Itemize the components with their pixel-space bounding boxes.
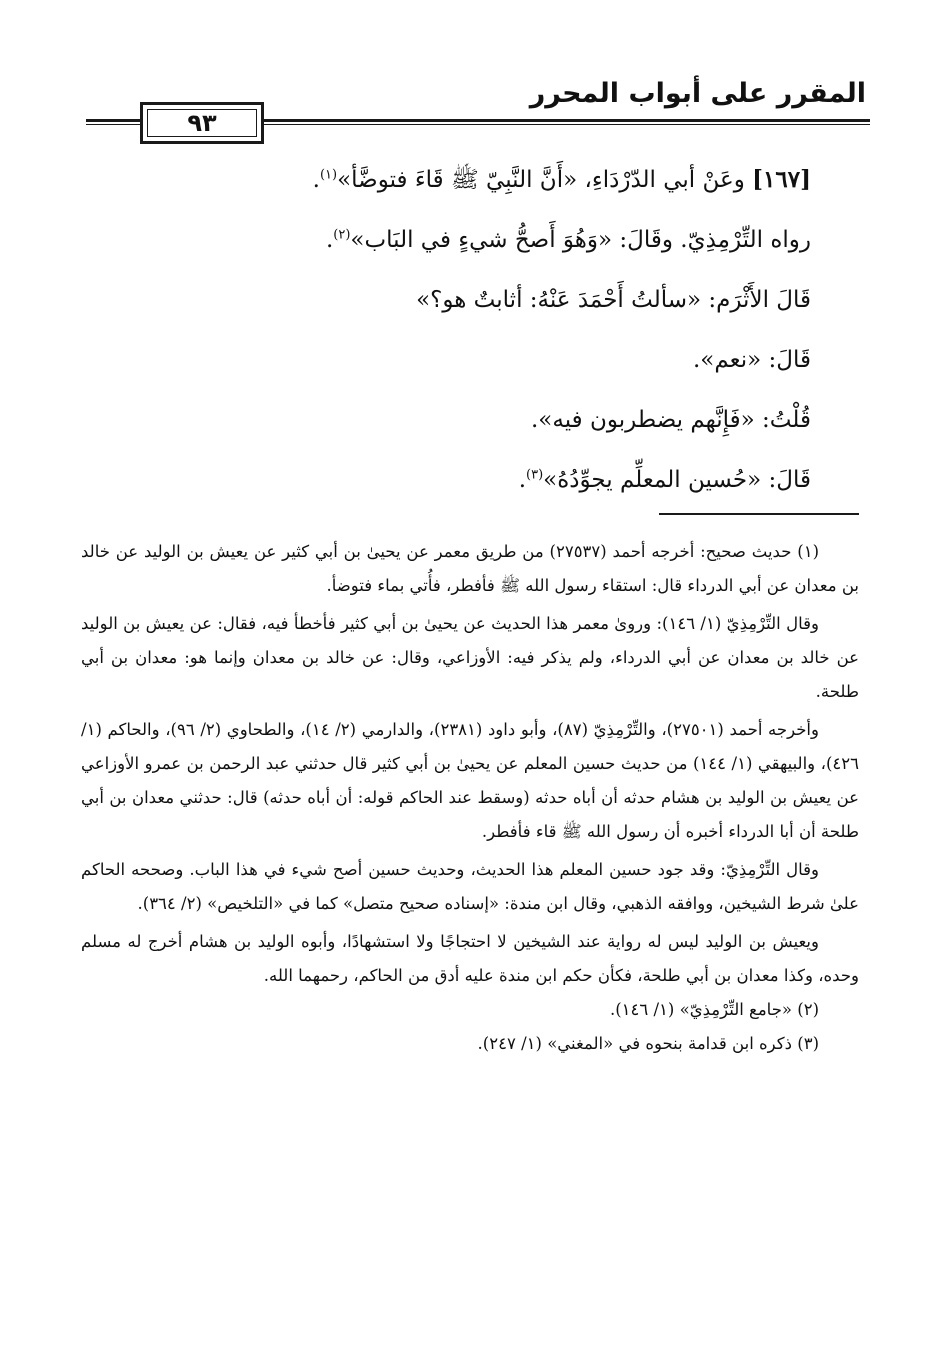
footnote-2: (٢) «جامع التِّرْمِذِيّ» (١/ ١٤٦). [609, 1000, 819, 1019]
footnote-paragraph: ويعيش بن الوليد ليس له رواية عند الشيخين لا احتجاجًا ولا استشهادًا، وأبوه الوليد بن هشام أخرج له مسلم وحده، وكذا معدان بن أبي طلحة، فكأن حكم ابن مندة عليه أدق من الحاكم، رحمهما الله. [81, 932, 859, 985]
hadith-line: [١٦٧] وعَنْ أبي الدّرْدَاءِ، «أَنَّ النَّبِيّ ﷺ قَاءَ فتوضَّأ»$^{(١)}$. [312, 166, 811, 193]
page-number: ٩٣ [187, 109, 217, 137]
text-line: قُلْتُ: «فَإِنَّهم يضطربون فيه». [531, 407, 811, 433]
footnote-paragraph: وقال التِّرْمِذِيّ (١/ ١٤٦): وروىٰ معمر هذا الحديث عن يحيىٰ بن أبي كثير فأخطأ فيه، فقال: عن يعيش بن الوليد عن خالد بن معدان عن أبي الدرداء، ولم يذكر فيه: الأوزاعي، وقال: عن خالد بن معدان وإنما هو: معدان بن أبي طلحة. [81, 614, 859, 701]
footnote-ref: (١) [319, 167, 338, 183]
footnote-ref: (٢) [333, 227, 351, 243]
text-line: رواه التِّرْمِذِيّ. وقَالَ: «وَهُوَ أَصحُّ شيءٍ في البَاب»$^{(٢)}$. [325, 227, 811, 253]
text-line: قَالَ الأَثْرَم: «سألتُ أَحْمَدَ عَنْهُ: أثابتٌ هو؟» [416, 287, 811, 313]
hadith-number: [١٦٧] [752, 166, 811, 193]
text-line: قَالَ: «نعم». [692, 347, 811, 373]
text-line: قَالَ: «حُسين المعلِّم يجوِّدُهُ»$^{(٣)}$. [518, 467, 811, 493]
main-text [121, 150, 811, 510]
hadith-text: وعَنْ أبي الدّرْدَاءِ، «أَنَّ النَّبِيّ ﷺ قَاءَ فتوضَّأ» [337, 167, 745, 193]
footnotes [81, 535, 859, 1061]
footnote-3: (٣) ذكره ابن قدامة بنحوه في «المغني» (١/ ٢٤٧). [477, 1034, 819, 1053]
running-title: المقرر على أبواب المحرر [529, 78, 866, 109]
page-number-box [140, 102, 264, 144]
footnote-1: (١) حديث صحيح: أخرجه أحمد (٢٧٥٣٧) من طريق معمر عن يحيىٰ بن أبي كثير عن يعيش بن الوليد عن خالد بن معدان عن أبي الدرداء قال: استقاء رسول الله ﷺ فأفطر، فأُتي بماء فتوضأ. [81, 542, 859, 595]
page-header [86, 64, 870, 144]
footnote-separator [659, 513, 859, 515]
footnote-paragraph: وأخرجه أحمد (٢٧٥٠١)، والتِّرْمِذِيّ (٨٧)، وأبو داود (٢٣٨١)، والدارمي (٢/ ١٤)، والطحاوي (٢/ ٩٦)، والحاكم (١/ ٤٢٦)، والبيهقي (١/ ١٤٤) من حديث حسين المعلم عن يحيىٰ بن أبي كثير قال حدثني عبد الرحمن بن عمرو الأوزاعي عن يعيش بن الوليد بن هشام حدثه أن أباه حدثه (وسقط عند الحاكم قوله: أن أباه حدثه) قال: حدثني معدان بن أبي طلحة أن أبا الدرداء أخبره أن رسول الله ﷺ قاء فأفطر. [81, 720, 859, 841]
footnote-paragraph: وقال التِّرْمِذِيّ: وقد جود حسين المعلم هذا الحديث، وحديث حسين أصح شيء في هذا الباب. وصححه الحاكم علىٰ شرط الشيخين، ووافقه الذهبي، وقال ابن مندة: «إسناده صحيح متصل» كما في «التلخيص» (٢/ ٣٦٤). [81, 860, 859, 913]
footnote-ref: (٣) [526, 467, 544, 483]
